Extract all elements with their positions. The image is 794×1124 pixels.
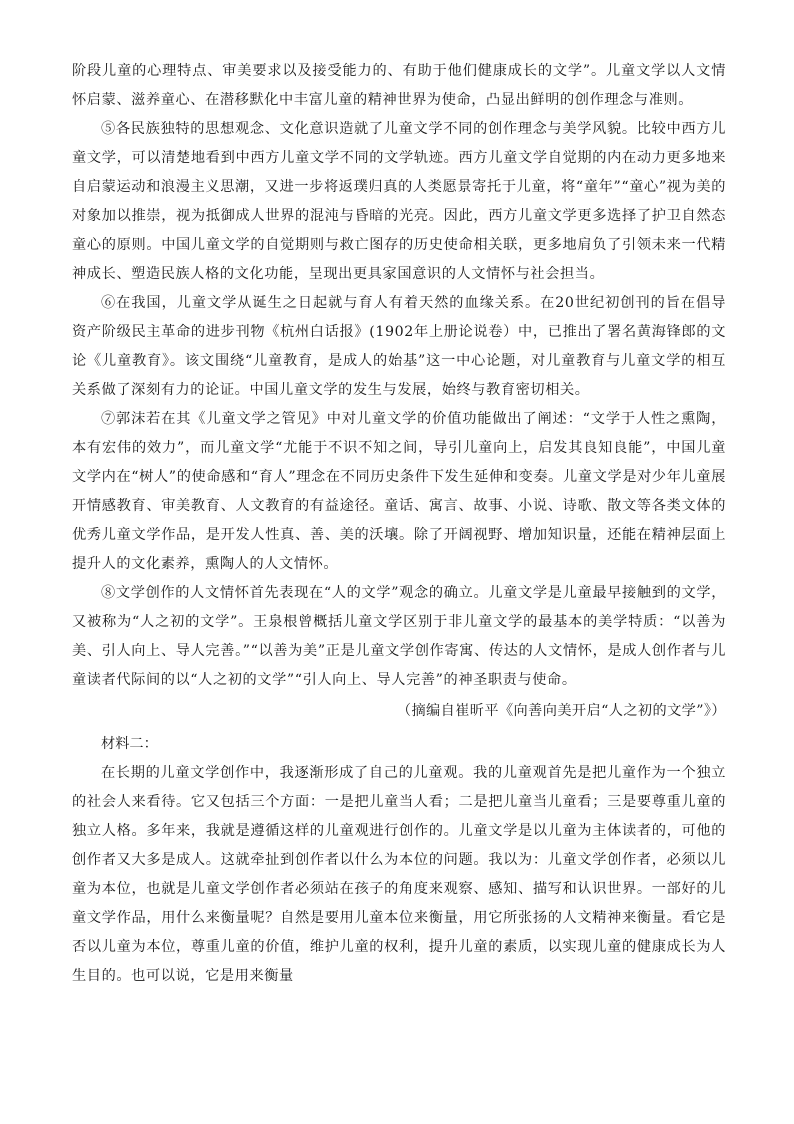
material-two-paragraph: 在长期的儿童文学创作中，我逐渐形成了自己的儿童观。我的儿童观首先是把儿童作为一个独立的社会人来看待。它又包括三个方面：一是把儿童当人看；二是把儿童当儿童看；三是要尊重儿童的独立人格。多年来，我就是遵循这样的儿童观进行创作的。儿童文学是以儿童为主体读者的，可他的创作者又大多是成人。这就牵扯到创作者以什么为本位的问题。我以为：儿童文学创作者，必须以儿童为本位，也就是儿童文学创作者必须站在孩子的角度来观察、感知、描写和认识世界。一部好的儿童文学作品，用什么来衡量呢？自然是要用儿童本位来衡量，用它所张扬的人文精神来衡量。看它是否以儿童为本位，尊重儿童的价值，维护儿童的权利，提升儿童的素质，以实现儿童的健康成长为人生目的。也可以说，它是用来衡量 — [72, 765, 726, 984]
paragraph-6: ⑥在我国，儿童文学从诞生之日起就与育人有着天然的血缘关系。在20世纪初创刊的旨在倡导资产阶级民主革命的进步刊物《杭州白话报》(1902年上册论说卷）中，已推出了署名黄海锋郎的文论《儿童教育》。该文围绕“儿童教育，是成人的始基”这一中心论题，对儿童教育与儿童文学的相互关系做了深刻有力的论证。中国儿童文学的发生与发展，始终与教育密切相关。 — [72, 295, 726, 398]
source-citation: （摘编自崔昕平《向善向美开启“人之初的文学”》） — [396, 703, 726, 719]
paragraph-5: ⑤各民族独特的思想观念、文化意识造就了儿童文学不同的创作理念与美学风貌。比较中西方儿童文学，可以清楚地看到中西方儿童文学不同的文学轨迹。西方儿童文学自觉期的内在动力更多地来自启蒙运动和浪漫主义思潮，又进一步将返璞归真的人类愿景寄托于儿童，将“童年”“童心”视为美的对象加以推崇，视为抵御成人世界的混沌与昏暗的光亮。因此，西方儿童文学更多选择了护卫自然态童心的原则。中国儿童文学的自觉期则与救亡图存的历史使命相关联，更多地肩负了引领未来一代精神成长、塑造民族人格的文化功能，呈现出更具家国意识的人文情怀与社会担当。 — [72, 121, 726, 282]
paragraph-continuation: 阶段儿童的心理特点、审美要求以及接受能力的、有助于他们健康成长的文学”。儿童文学以人文情怀启蒙、滋养童心、在潜移默化中丰富儿童的精神世界为使命，凸显出鲜明的创作理念与准则。 — [72, 63, 726, 108]
document-page — [72, 57, 726, 991]
paragraph-7: ⑦郭沫若在其《儿童文学之管见》中对儿童文学的价值功能做出了阐述：“文学于人性之熏陶，本有宏伟的效力”，而儿童文学“尤能于不识不知之间，导引儿童向上，启发其良知良能”，中国儿童文学内在“树人”的使命感和“育人”理念在不同历史条件下发生延伸和变奏。儿童文学是对少年儿童展开情感教育、审美教育、人文教育的有益途径。童话、寓言、故事、小说、诗歌、散文等各类文体的优秀儿童文学作品，是开发人性真、善、美的沃壤。除了开阔视野、增加知识量，还能在精神层面上提升人的文化素养，熏陶人的人文情怀。 — [72, 411, 726, 572]
material-two-label: 材料二： — [101, 736, 158, 752]
paragraph-8: ⑧文学创作的人文情怀首先表现在“人的文学”观念的确立。儿童文学是儿童最早接触到的文学，又被称为“人之初的文学”。王泉根曾概括儿童文学区别于非儿童文学的最基本的美学特质：“以善为美、引人向上、导人完善。”“以善为美”正是儿童文学创作寄寓、传达的人文情怀，是成人创作者与儿童读者代际间的以“人之初的文学”“引人向上、导人完善”的神圣职责与使命。 — [72, 585, 726, 688]
